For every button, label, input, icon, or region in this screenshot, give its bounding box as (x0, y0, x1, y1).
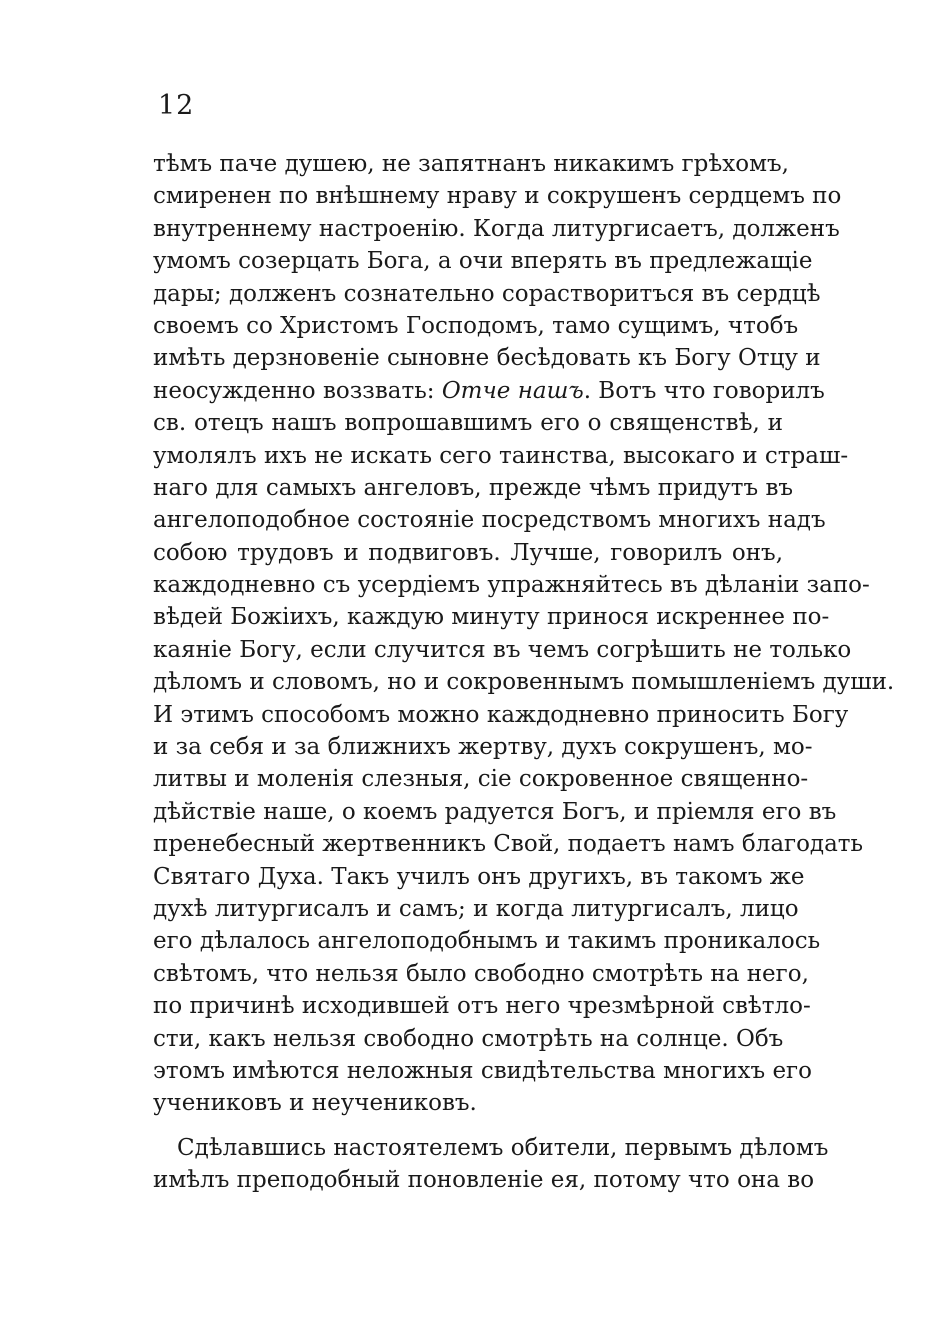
text-line-mixed (153, 375, 825, 407)
text-line: ангелоподобное состояніе посредствомъ многихъ надъ (153, 507, 826, 534)
text-line: Сдѣлавшись настоятелемъ обители, первымъ дѣломъ (177, 1134, 829, 1161)
italic-prayer-title: Отче нашъ (441, 377, 584, 404)
text-line: смиренен по внѣшнему нраву и сокрушенъ сердцемъ по (153, 183, 842, 210)
text-line: каяніе Богу, если случится въ чемъ согрѣшить не только (153, 636, 852, 663)
text-line: дары; долженъ сознательно сорастворитъся въ сердцѣ (153, 280, 821, 307)
text-line: свѣтомъ, что нельзя было свободно смотрѣть на него, (153, 960, 809, 987)
text-line: наго для самыхъ ангеловъ, прежде чѣмъ придутъ въ (153, 474, 794, 501)
text-line: духѣ литургисалъ и самъ; и когда литургисалъ, лицо (153, 895, 799, 922)
text-line: и за себя и за ближнихъ жертву, духъ сокрушенъ, мо- (153, 734, 813, 761)
text-line: его дѣлалось ангелоподобнымъ и такимъ проникалось (153, 928, 821, 955)
text-line: имѣлъ преподобный поновленіе ея, потому что она во (153, 1167, 815, 1194)
text-line: каждодневно съ усердіемъ упражняйтесь въ дѣланіи запо- (153, 572, 870, 599)
text-line: дѣйствіе наше, о коемъ радуется Богъ, и пріемля его въ (153, 798, 837, 825)
text-line: дѣломъ и словомъ, но и сокровеннымъ помышленіемъ души. (153, 669, 895, 696)
text-line: сти, какъ нельзя свободно смотрѣть на солнце. Объ (153, 1025, 784, 1052)
text-line: тѣмъ паче душею, не запятнанъ никакимъ грѣхомъ, (153, 151, 789, 177)
text-line: Святаго Духа. Такъ училъ онъ другихъ, въ такомъ же (153, 863, 805, 890)
text-line: литвы и моленія слезныя, сіе сокровенное священно- (153, 766, 809, 793)
text-line: св. отецъ нашъ вопрошавшимъ его о священствѣ, и (153, 410, 783, 437)
text-line: умомъ созерцать Бога, а очи вперять въ предлежащіе (153, 248, 813, 275)
paragraph-1 (153, 148, 895, 1120)
text-segment: . Вотъ что говорилъ (583, 377, 825, 404)
paragraph-gap (153, 1120, 783, 1132)
text-line: своемъ со Христомъ Господомъ, тамо сущимъ, чтобъ (153, 312, 799, 339)
text-line: этомъ имѣются неложныя свидѣтельства многихъ его (153, 1057, 812, 1084)
text-line: собою трудовъ и подвиговъ. Лучше, говорилъ онъ, (153, 539, 783, 566)
text-line: внутреннему настроенію. Когда литургисаетъ, долженъ (153, 215, 840, 242)
text-line: имѣть дерзновеніе сыновне бесѣдовать къ Богу Отцу и (153, 345, 821, 372)
page-number: 12 (158, 90, 195, 121)
text-line: умолялъ ихъ не искать сего таинства, высокаго и страш- (153, 442, 849, 469)
body-text (153, 148, 895, 1197)
text-line: И этимъ способомъ можно каждодневно приносить Богу (153, 701, 849, 728)
text-line: по причинѣ исходившей отъ него чрезмѣрной свѣтло- (153, 993, 811, 1020)
text-line: пренебесный жертвенникъ Свой, подаетъ намъ благодать (153, 831, 864, 858)
text-segment: неосужденно воззвать: (153, 377, 442, 404)
paragraph-2 (153, 1132, 829, 1197)
text-line: учениковъ и неучениковъ. (153, 1090, 477, 1117)
text-line: вѣдей Божіихъ, каждую минуту принося искреннее по- (153, 604, 830, 631)
